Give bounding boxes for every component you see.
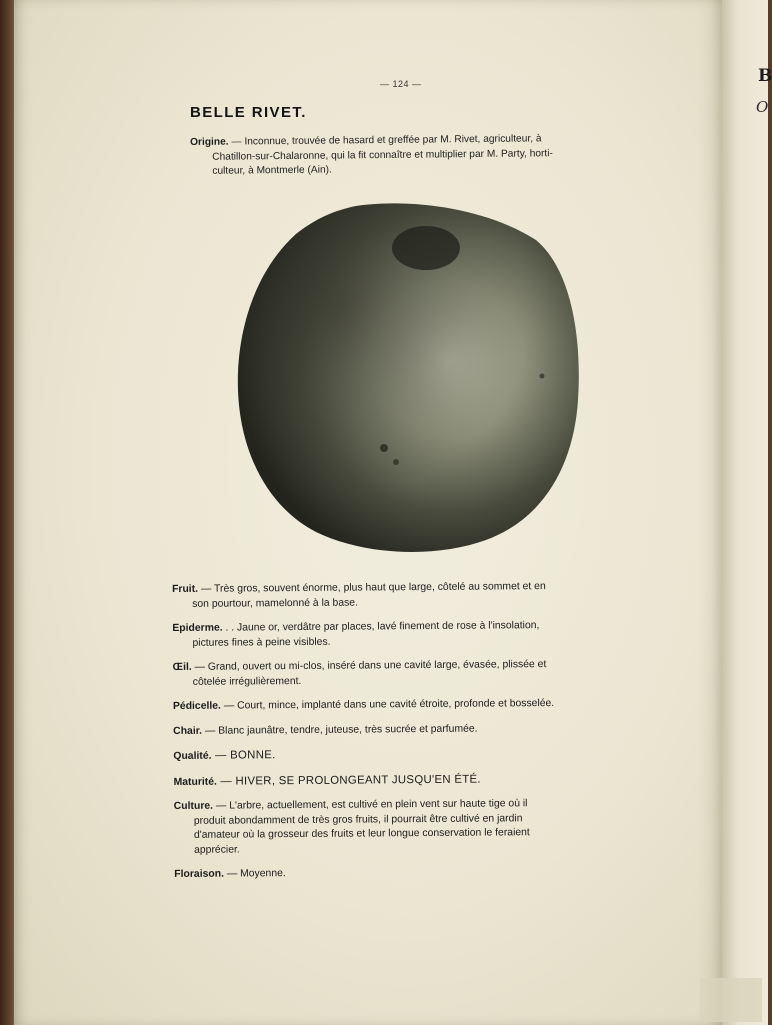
oeil-line-1: — Grand, ouvert ou mi-clos, inséré dans une cavité large, évasée, plissée et	[191, 659, 547, 673]
book-page	[14, 0, 726, 1025]
origin-paragraph	[190, 131, 630, 179]
corner-thumbnail-icon	[700, 978, 762, 1022]
facing-page	[722, 0, 772, 1025]
epiderme-line-1: . . Jaune or, verdâtre par places, lavé finement de rose à l'insolation,	[222, 620, 540, 634]
origin-line-2: Chatillon-sur-Chalaronne, qui la fit connaître et multiplier par M. Party, horti-	[212, 147, 553, 163]
facing-page-fragment-2: O	[756, 98, 769, 116]
origin-line-3: culteur, à Montmerle (Ain).	[212, 164, 332, 177]
qualite-paragraph	[173, 745, 645, 764]
fruit-line-2: son pourtour, mamelonné à la base.	[192, 597, 358, 610]
maturite-term: Maturité.	[173, 776, 217, 788]
page-number: — 124 —	[380, 79, 422, 89]
qualite-line-1: — BONNE.	[211, 749, 276, 762]
epiderme-term: Epiderme.	[172, 622, 223, 634]
floraison-term: Floraison.	[174, 868, 224, 880]
floraison-paragraph	[174, 864, 646, 882]
oeil-paragraph	[173, 657, 645, 690]
maturite-line-1: — HIVER, SE PROLONGEANT JUSQU'EN ÉTÉ.	[216, 773, 481, 788]
maturite-paragraph	[174, 771, 646, 790]
culture-paragraph	[174, 796, 646, 858]
chair-paragraph	[173, 721, 645, 739]
fruit-paragraph	[172, 579, 644, 612]
epiderme-line-2: pictures fines à peine visibles.	[192, 636, 331, 649]
floraison-line-1: — Moyenne.	[223, 868, 286, 880]
culture-line-3: d'amateur où la grosseur des fruits et leur longue conservation le feraient	[193, 827, 530, 841]
pear-photograph-icon	[236, 200, 582, 558]
culture-line-1: — L'arbre, actuellement, est cultivé en plein vent sur haute tige où il	[212, 798, 528, 812]
fruit-line-1: — Très gros, souvent énorme, plus haut que large, côtelé au sommet et en	[197, 581, 546, 595]
chair-term: Chair.	[173, 725, 203, 737]
oeil-term: Œil.	[172, 661, 192, 673]
fruit-term: Fruit.	[172, 583, 199, 595]
pedicelle-paragraph	[173, 696, 645, 714]
chair-line-1: — Blanc jaunâtre, tendre, juteuse, très sucrée et parfumée.	[201, 723, 478, 737]
qualite-term: Qualité.	[173, 750, 212, 762]
culture-term: Culture.	[173, 800, 214, 812]
facing-page-fragment-1: B	[758, 66, 772, 86]
culture-line-2: produit abondamment de très gros fruits, il pourrait être cultivé en jardin	[193, 812, 523, 827]
pedicelle-line-1: — Court, mince, implanté dans une cavité étroite, profonde et bosselée.	[220, 698, 555, 712]
origin-line-1: — Inconnue, trouvée de hasard et greffée par M. Rivet, agriculteur, à	[228, 133, 542, 148]
pedicelle-term: Pédicelle.	[172, 700, 221, 712]
epiderme-paragraph	[172, 618, 644, 651]
page-title: BELLE RIVET.	[190, 104, 307, 121]
origin-term: Origine.	[190, 136, 229, 148]
description-section	[172, 579, 646, 892]
oeil-line-2: côtelée irrégulièrement.	[192, 675, 302, 688]
culture-line-4: apprécier.	[194, 843, 240, 856]
